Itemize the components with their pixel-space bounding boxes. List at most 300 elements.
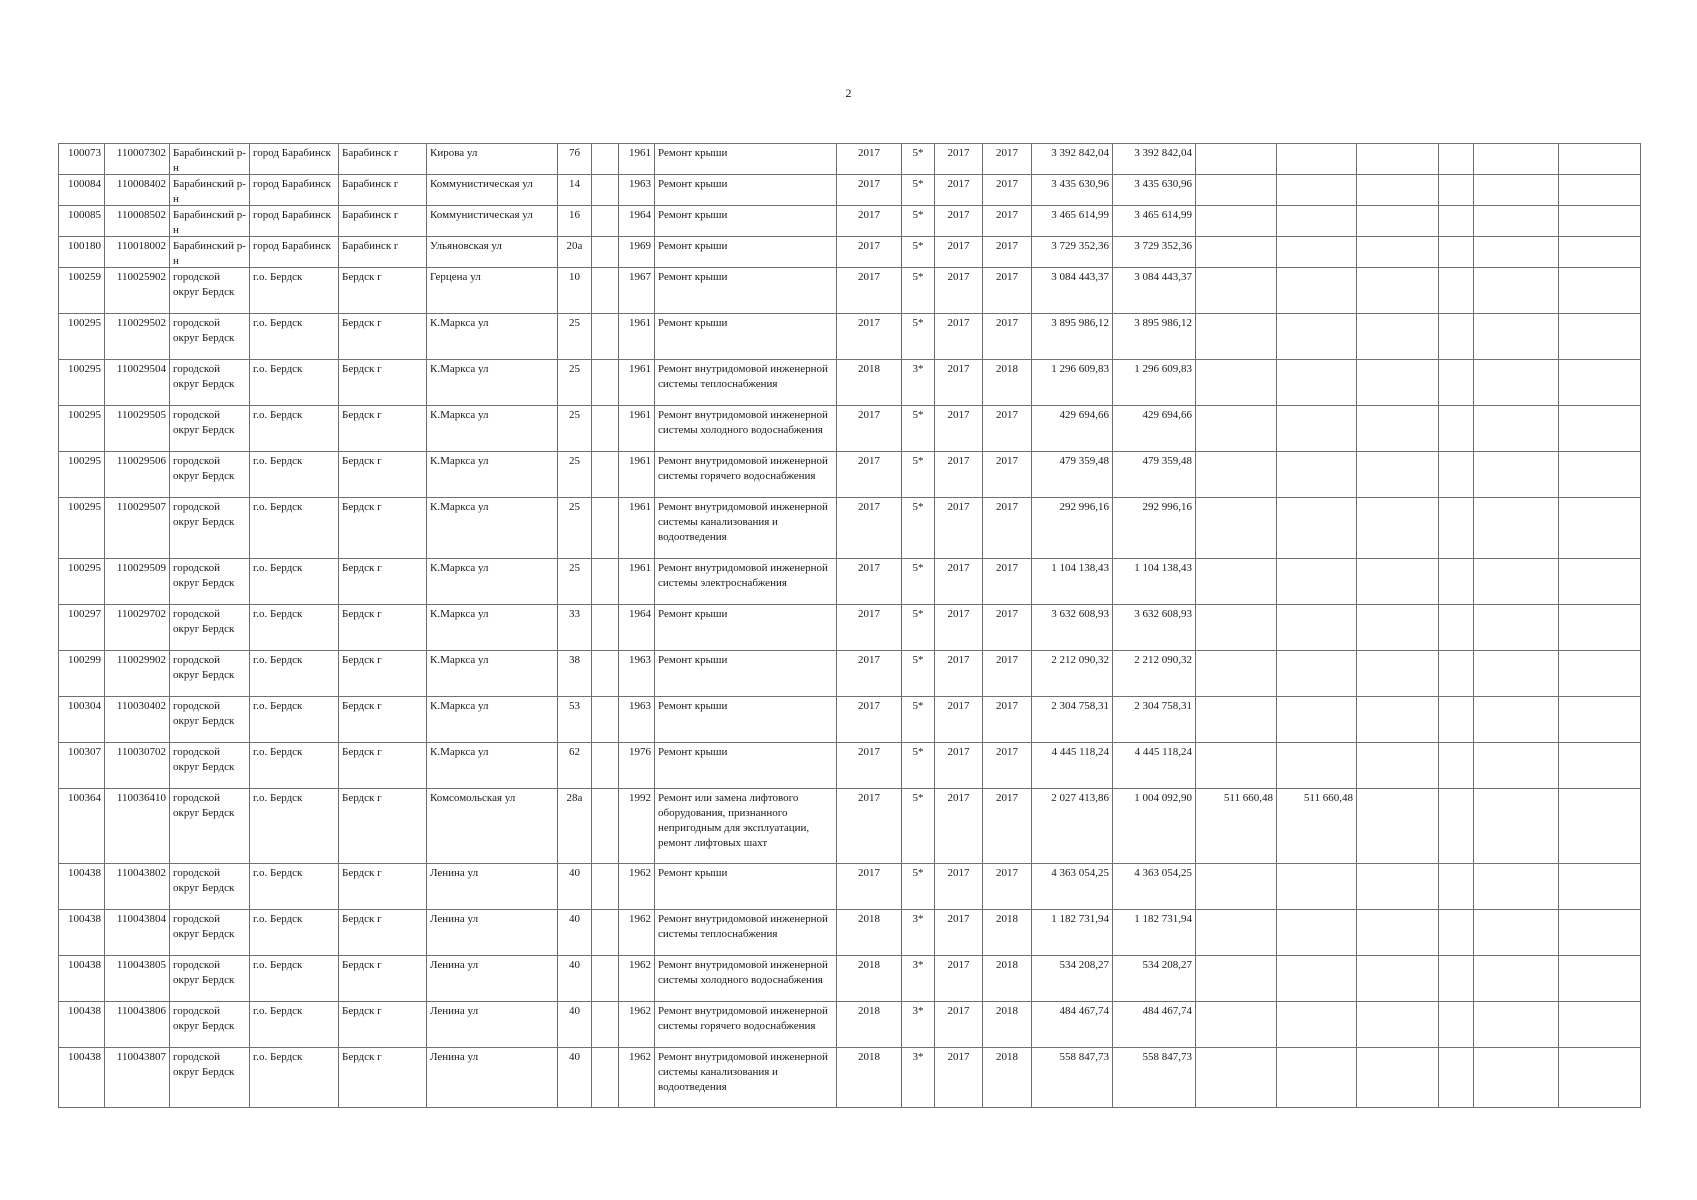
row-municipality xyxy=(250,237,339,268)
row-plan-year xyxy=(837,651,902,697)
row-id-text: 100438 xyxy=(68,867,101,879)
row-plan-year-text: 2017 xyxy=(858,147,880,159)
row-id-text: 100297 xyxy=(68,608,101,620)
row-work-type xyxy=(655,1048,837,1108)
row-street xyxy=(427,360,558,406)
row-code xyxy=(105,175,170,206)
row-district-text: городской округ Бердск xyxy=(173,501,235,528)
row-fund-cost xyxy=(1113,651,1196,697)
row-build-year-text: 1963 xyxy=(629,700,651,712)
row-total-cost-text: 1 104 138,43 xyxy=(1051,562,1109,574)
row-mark xyxy=(902,144,935,175)
row-settlement xyxy=(339,697,427,743)
row-total-cost xyxy=(1032,559,1113,605)
row-total-cost xyxy=(1032,452,1113,498)
row-empty-b xyxy=(1357,559,1439,605)
row-empty-e xyxy=(1559,651,1641,697)
row-year-to xyxy=(983,1002,1032,1048)
table-row xyxy=(59,605,1641,651)
row-district xyxy=(170,1002,250,1048)
row-street xyxy=(427,559,558,605)
row-code xyxy=(105,1002,170,1048)
row-code xyxy=(105,743,170,789)
row-code-text: 110029504 xyxy=(116,363,166,375)
row-house-text: 40 xyxy=(569,913,580,925)
row-id xyxy=(59,237,105,268)
row-work-type-text: Ремонт крыши xyxy=(658,608,728,620)
row-empty-a xyxy=(592,956,619,1002)
row-municipality-text: город Барабинск xyxy=(253,240,331,252)
row-extra-cost-2 xyxy=(1277,314,1357,360)
row-empty-e xyxy=(1559,864,1641,910)
row-fund-cost-text: 3 465 614,99 xyxy=(1134,209,1192,221)
row-settlement xyxy=(339,651,427,697)
row-street-text: К.Маркса ул xyxy=(430,455,489,467)
row-empty-e xyxy=(1559,498,1641,559)
row-house-text: 38 xyxy=(569,654,580,666)
row-mark xyxy=(902,1048,935,1108)
row-settlement-text: Бердск г xyxy=(342,271,382,283)
row-year-to-text: 2018 xyxy=(996,959,1018,971)
row-empty-a xyxy=(592,175,619,206)
row-build-year xyxy=(619,268,655,314)
row-municipality-text: город Барабинск xyxy=(253,209,331,221)
row-plan-year-text: 2017 xyxy=(858,867,880,879)
row-mark-text: 5* xyxy=(912,608,924,620)
row-street-text: К.Маркса ул xyxy=(430,363,489,375)
row-build-year xyxy=(619,559,655,605)
row-district-text: Барабинский р-н xyxy=(173,240,246,267)
row-house xyxy=(558,360,592,406)
row-empty-c xyxy=(1439,697,1474,743)
table-row xyxy=(59,1048,1641,1108)
row-mark xyxy=(902,605,935,651)
row-mark-text: 5* xyxy=(912,700,924,712)
row-total-cost xyxy=(1032,314,1113,360)
row-total-cost-text: 429 694,66 xyxy=(1059,409,1109,421)
row-code-text: 110043802 xyxy=(116,867,166,879)
row-street xyxy=(427,175,558,206)
row-extra-cost-1 xyxy=(1196,452,1277,498)
row-mark-text: 3* xyxy=(912,363,924,375)
row-house-text: 33 xyxy=(569,608,580,620)
row-settlement xyxy=(339,956,427,1002)
row-extra-cost-1 xyxy=(1196,697,1277,743)
row-settlement-text: Бердск г xyxy=(342,409,382,421)
row-year-to xyxy=(983,498,1032,559)
row-year-from xyxy=(935,314,983,360)
row-empty-b xyxy=(1357,864,1439,910)
row-work-type-text: Ремонт внутридомовой инженерной системы горячего водоснабжения xyxy=(658,455,828,482)
row-code-text: 110029902 xyxy=(116,654,166,666)
row-house xyxy=(558,789,592,864)
row-house xyxy=(558,956,592,1002)
row-settlement xyxy=(339,206,427,237)
row-build-year xyxy=(619,314,655,360)
row-work-type xyxy=(655,910,837,956)
row-municipality xyxy=(250,605,339,651)
row-fund-cost xyxy=(1113,864,1196,910)
row-street xyxy=(427,498,558,559)
row-empty-c xyxy=(1439,559,1474,605)
row-year-to-text: 2017 xyxy=(996,271,1018,283)
row-mark-text: 5* xyxy=(912,240,924,252)
row-mark xyxy=(902,743,935,789)
row-code xyxy=(105,268,170,314)
row-work-type-text: Ремонт внутридомовой инженерной системы канализования и водоотведения xyxy=(658,1051,828,1093)
row-empty-d xyxy=(1474,910,1559,956)
row-district-text: городской округ Бердск xyxy=(173,562,235,589)
row-district xyxy=(170,789,250,864)
row-extra-cost-1 xyxy=(1196,910,1277,956)
row-fund-cost-text: 479 359,48 xyxy=(1142,455,1192,467)
row-total-cost xyxy=(1032,651,1113,697)
row-empty-c xyxy=(1439,360,1474,406)
row-extra-cost-1 xyxy=(1196,206,1277,237)
table-row xyxy=(59,498,1641,559)
row-id-text: 100299 xyxy=(68,654,101,666)
row-municipality xyxy=(250,144,339,175)
row-plan-year-text: 2017 xyxy=(858,792,880,804)
row-settlement xyxy=(339,789,427,864)
row-street xyxy=(427,268,558,314)
row-total-cost-text: 2 212 090,32 xyxy=(1051,654,1109,666)
row-settlement xyxy=(339,268,427,314)
row-build-year xyxy=(619,864,655,910)
row-municipality-text: г.о. Бердск xyxy=(253,867,303,879)
row-plan-year xyxy=(837,452,902,498)
row-empty-d xyxy=(1474,498,1559,559)
row-empty-b xyxy=(1357,956,1439,1002)
row-empty-c xyxy=(1439,406,1474,452)
row-code xyxy=(105,452,170,498)
row-total-cost-text: 3 084 443,37 xyxy=(1051,271,1109,283)
row-id-text: 100295 xyxy=(68,501,101,513)
row-empty-a xyxy=(592,789,619,864)
row-mark-text: 5* xyxy=(912,147,924,159)
row-municipality-text: г.о. Бердск xyxy=(253,913,303,925)
row-work-type xyxy=(655,360,837,406)
row-year-to-text: 2018 xyxy=(996,913,1018,925)
row-extra-cost-2 xyxy=(1277,360,1357,406)
row-district-text: городской округ Бердск xyxy=(173,700,235,727)
row-plan-year-text: 2018 xyxy=(858,959,880,971)
row-code-text: 110036410 xyxy=(116,792,166,804)
row-district-text: городской округ Бердск xyxy=(173,409,235,436)
row-empty-a xyxy=(592,605,619,651)
row-year-to xyxy=(983,910,1032,956)
row-house xyxy=(558,697,592,743)
row-code xyxy=(105,1048,170,1108)
row-year-from-text: 2017 xyxy=(947,501,970,513)
row-fund-cost xyxy=(1113,237,1196,268)
row-code xyxy=(105,498,170,559)
row-year-from xyxy=(935,651,983,697)
row-mark xyxy=(902,864,935,910)
row-settlement xyxy=(339,175,427,206)
row-work-type xyxy=(655,144,837,175)
row-empty-b xyxy=(1357,605,1439,651)
row-year-to-text: 2017 xyxy=(996,147,1018,159)
row-empty-c xyxy=(1439,1048,1474,1108)
row-mark xyxy=(902,1002,935,1048)
row-extra-cost-2 xyxy=(1277,406,1357,452)
row-extra-cost-1 xyxy=(1196,956,1277,1002)
row-total-cost xyxy=(1032,237,1113,268)
row-id-text: 100304 xyxy=(68,700,101,712)
row-settlement-text: Бердск г xyxy=(342,913,382,925)
row-mark-text: 5* xyxy=(912,867,924,879)
row-district-text: городской округ Бердск xyxy=(173,746,235,773)
row-settlement-text: Бердск г xyxy=(342,455,382,467)
row-empty-c xyxy=(1439,910,1474,956)
row-house xyxy=(558,175,592,206)
row-mark xyxy=(902,237,935,268)
row-plan-year xyxy=(837,206,902,237)
row-district-text: городской округ Бердск xyxy=(173,913,235,940)
row-year-to-text: 2017 xyxy=(996,178,1018,190)
row-extra-cost-2 xyxy=(1277,268,1357,314)
row-district xyxy=(170,144,250,175)
row-plan-year-text: 2017 xyxy=(858,240,880,252)
row-empty-a xyxy=(592,268,619,314)
row-id xyxy=(59,864,105,910)
row-plan-year xyxy=(837,697,902,743)
row-street-text: К.Маркса ул xyxy=(430,562,489,574)
row-id-text: 100085 xyxy=(68,209,101,221)
row-mark xyxy=(902,498,935,559)
row-extra-cost-2 xyxy=(1277,789,1357,864)
table-row xyxy=(59,206,1641,237)
row-id xyxy=(59,206,105,237)
row-street xyxy=(427,910,558,956)
row-house-text: 14 xyxy=(569,178,580,190)
row-build-year xyxy=(619,360,655,406)
row-total-cost xyxy=(1032,910,1113,956)
row-plan-year xyxy=(837,864,902,910)
row-work-type-text: Ремонт крыши xyxy=(658,317,728,329)
row-district xyxy=(170,864,250,910)
table-row xyxy=(59,697,1641,743)
row-mark-text: 3* xyxy=(912,1005,924,1017)
row-plan-year xyxy=(837,406,902,452)
row-year-from xyxy=(935,1002,983,1048)
row-house-text: 25 xyxy=(569,317,580,329)
row-work-type xyxy=(655,956,837,1002)
row-build-year xyxy=(619,697,655,743)
row-build-year-text: 1961 xyxy=(629,562,651,574)
row-build-year-text: 1964 xyxy=(629,209,651,221)
row-plan-year xyxy=(837,360,902,406)
row-extra-cost-1 xyxy=(1196,237,1277,268)
row-plan-year-text: 2018 xyxy=(858,363,880,375)
row-empty-d xyxy=(1474,144,1559,175)
row-district xyxy=(170,956,250,1002)
row-build-year-text: 1964 xyxy=(629,608,651,620)
row-empty-a xyxy=(592,360,619,406)
row-extra-cost-2-text: 511 660,48 xyxy=(1303,792,1353,804)
row-build-year xyxy=(619,498,655,559)
row-total-cost xyxy=(1032,144,1113,175)
row-total-cost xyxy=(1032,1002,1113,1048)
row-total-cost xyxy=(1032,697,1113,743)
row-year-to xyxy=(983,651,1032,697)
row-empty-a xyxy=(592,864,619,910)
row-year-from xyxy=(935,206,983,237)
row-id-text: 100295 xyxy=(68,455,101,467)
row-house xyxy=(558,144,592,175)
row-settlement xyxy=(339,559,427,605)
row-extra-cost-2 xyxy=(1277,237,1357,268)
row-extra-cost-1 xyxy=(1196,1002,1277,1048)
row-mark xyxy=(902,789,935,864)
row-empty-b xyxy=(1357,789,1439,864)
row-extra-cost-2 xyxy=(1277,498,1357,559)
row-year-from-text: 2017 xyxy=(947,700,970,712)
row-code xyxy=(105,559,170,605)
table-row xyxy=(59,956,1641,1002)
row-plan-year xyxy=(837,1002,902,1048)
row-year-from-text: 2017 xyxy=(947,455,970,467)
row-empty-e xyxy=(1559,910,1641,956)
row-house-text: 40 xyxy=(569,959,580,971)
row-settlement-text: Барабинск г xyxy=(342,147,399,159)
row-code xyxy=(105,910,170,956)
row-plan-year-text: 2018 xyxy=(858,1051,880,1063)
row-house xyxy=(558,605,592,651)
row-work-type xyxy=(655,452,837,498)
row-settlement-text: Бердск г xyxy=(342,959,382,971)
row-id xyxy=(59,406,105,452)
row-work-type xyxy=(655,175,837,206)
row-id xyxy=(59,743,105,789)
row-street xyxy=(427,206,558,237)
row-district-text: Барабинский р-н xyxy=(173,178,246,205)
row-build-year-text: 1962 xyxy=(629,1051,651,1063)
row-code-text: 110029506 xyxy=(116,455,166,467)
row-year-from-text: 2017 xyxy=(947,240,970,252)
table-row xyxy=(59,452,1641,498)
row-settlement-text: Барабинск г xyxy=(342,240,399,252)
row-extra-cost-1 xyxy=(1196,559,1277,605)
row-empty-c xyxy=(1439,452,1474,498)
row-empty-d xyxy=(1474,206,1559,237)
row-id-text: 100073 xyxy=(68,147,101,159)
row-settlement-text: Бердск г xyxy=(342,608,382,620)
row-id-text: 100307 xyxy=(68,746,101,758)
row-mark-text: 5* xyxy=(912,792,924,804)
row-empty-a xyxy=(592,559,619,605)
row-id xyxy=(59,910,105,956)
row-build-year-text: 1962 xyxy=(629,867,651,879)
row-municipality-text: г.о. Бердск xyxy=(253,608,303,620)
row-empty-b xyxy=(1357,144,1439,175)
row-fund-cost xyxy=(1113,605,1196,651)
row-id xyxy=(59,144,105,175)
row-build-year xyxy=(619,144,655,175)
row-empty-c xyxy=(1439,605,1474,651)
row-extra-cost-2 xyxy=(1277,910,1357,956)
row-settlement xyxy=(339,910,427,956)
row-mark-text: 3* xyxy=(912,1051,924,1063)
table-row xyxy=(59,559,1641,605)
row-id-text: 100438 xyxy=(68,1005,101,1017)
row-total-cost-text: 3 392 842,04 xyxy=(1051,147,1109,159)
row-year-to xyxy=(983,956,1032,1002)
row-fund-cost xyxy=(1113,956,1196,1002)
row-fund-cost-text: 4 363 054,25 xyxy=(1134,867,1192,879)
row-municipality xyxy=(250,910,339,956)
row-id-text: 100295 xyxy=(68,317,101,329)
row-year-to-text: 2017 xyxy=(996,455,1018,467)
row-fund-cost xyxy=(1113,498,1196,559)
row-work-type-text: Ремонт крыши xyxy=(658,654,728,666)
row-plan-year xyxy=(837,956,902,1002)
row-total-cost-text: 3 435 630,96 xyxy=(1051,178,1109,190)
row-plan-year-text: 2017 xyxy=(858,654,880,666)
row-empty-a xyxy=(592,743,619,789)
row-municipality-text: г.о. Бердск xyxy=(253,792,303,804)
row-work-type-text: Ремонт крыши xyxy=(658,700,728,712)
row-house xyxy=(558,910,592,956)
row-municipality xyxy=(250,651,339,697)
row-mark-text: 5* xyxy=(912,209,924,221)
row-total-cost-text: 1 182 731,94 xyxy=(1051,913,1109,925)
row-fund-cost-text: 1 004 092,90 xyxy=(1134,792,1192,804)
row-total-cost-text: 2 304 758,31 xyxy=(1051,700,1109,712)
row-house-text: 62 xyxy=(569,746,580,758)
row-extra-cost-1 xyxy=(1196,605,1277,651)
row-build-year xyxy=(619,1048,655,1108)
row-mark xyxy=(902,452,935,498)
row-house xyxy=(558,559,592,605)
row-plan-year-text: 2018 xyxy=(858,1005,880,1017)
row-fund-cost-text: 1 182 731,94 xyxy=(1134,913,1192,925)
row-code xyxy=(105,651,170,697)
row-settlement xyxy=(339,360,427,406)
row-settlement-text: Бердск г xyxy=(342,746,382,758)
row-settlement-text: Бердск г xyxy=(342,792,382,804)
row-settlement xyxy=(339,1002,427,1048)
row-code-text: 110018002 xyxy=(116,240,166,252)
row-plan-year-text: 2017 xyxy=(858,271,880,283)
row-municipality-text: г.о. Бердск xyxy=(253,654,303,666)
row-code-text: 110029507 xyxy=(116,501,166,513)
row-empty-e xyxy=(1559,175,1641,206)
row-settlement-text: Бердск г xyxy=(342,700,382,712)
row-municipality xyxy=(250,956,339,1002)
row-settlement xyxy=(339,144,427,175)
row-build-year-text: 1961 xyxy=(629,317,651,329)
row-municipality xyxy=(250,360,339,406)
row-empty-d xyxy=(1474,956,1559,1002)
row-street xyxy=(427,651,558,697)
row-year-from xyxy=(935,452,983,498)
row-empty-d xyxy=(1474,743,1559,789)
row-mark-text: 5* xyxy=(912,562,924,574)
row-mark-text: 5* xyxy=(912,271,924,283)
row-id xyxy=(59,268,105,314)
row-year-from xyxy=(935,697,983,743)
row-total-cost xyxy=(1032,743,1113,789)
row-empty-b xyxy=(1357,175,1439,206)
row-plan-year xyxy=(837,1048,902,1108)
row-year-from-text: 2017 xyxy=(947,317,970,329)
row-extra-cost-1 xyxy=(1196,651,1277,697)
row-street-text: Ленина ул xyxy=(430,1051,479,1063)
row-empty-e xyxy=(1559,360,1641,406)
row-district xyxy=(170,452,250,498)
